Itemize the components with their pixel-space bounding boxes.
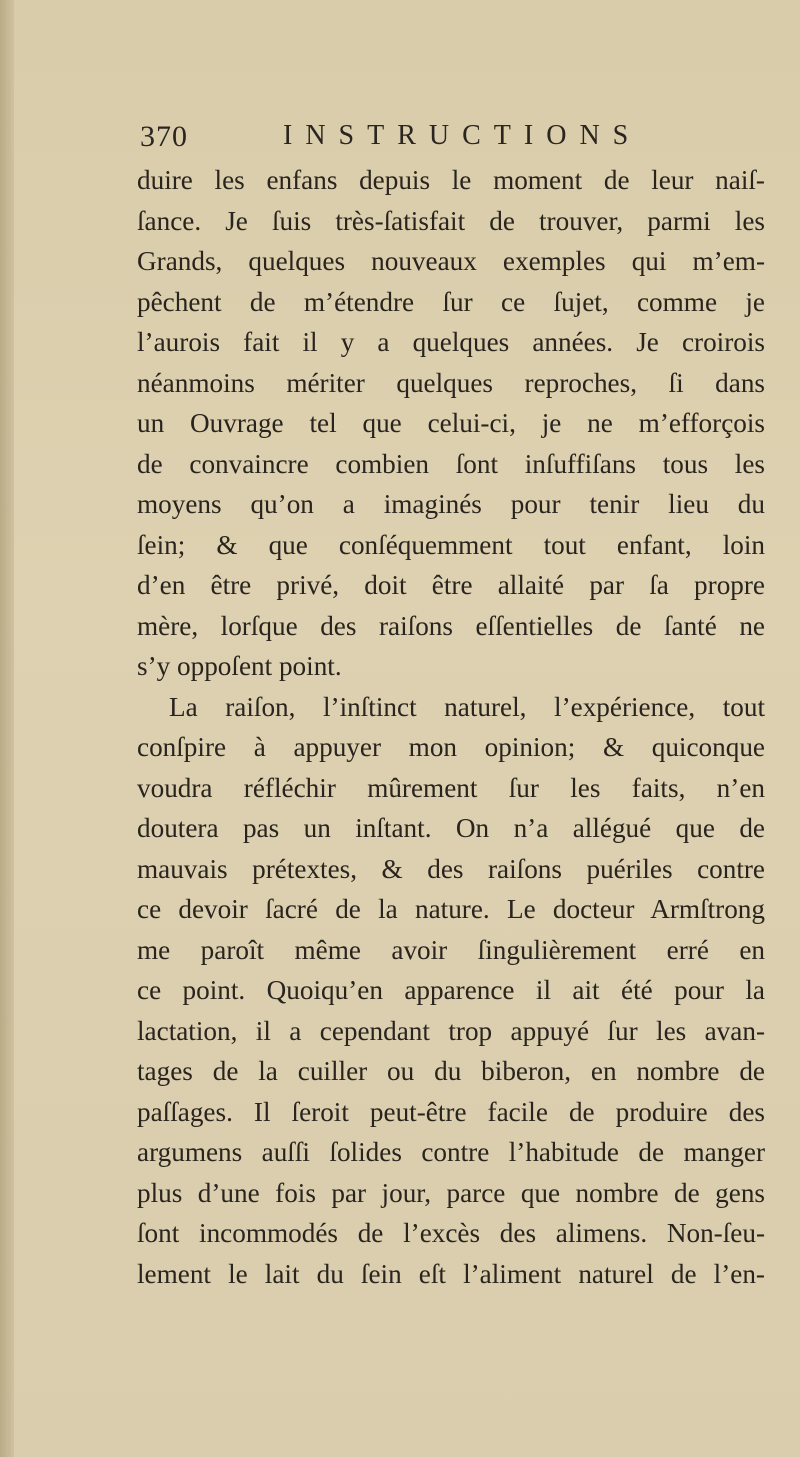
text-line: me paroît même avoir ſingulièrement erré en (137, 934, 765, 965)
text-line: s’y oppoſent point. (137, 651, 342, 681)
text-line: conſpire à appuyer mon opinion; & quiconque (137, 732, 765, 762)
body-text (137, 160, 765, 1294)
text-line: d’en être privé, doit être allaité par ſa propre (137, 570, 765, 600)
text-line: argumens auſſi ſolides contre l’habitude de manger (137, 1137, 765, 1167)
text-line: de convaincre combien ſont inſuffiſans tous les (137, 448, 765, 479)
text-line: La raiſon, l’inſtinct naturel, l’expérience, tout (169, 691, 765, 722)
text-line: l’aurois fait il y a quelques années. Je croirois (137, 327, 765, 357)
text-line: ce devoir ſacré de la nature. Le docteur Armſtrong (137, 894, 765, 924)
running-head (140, 120, 760, 160)
text-line: mère, lorſque des raiſons eſſentielles de ſanté ne (137, 610, 765, 641)
text-line: voudra réfléchir mûrement ſur les faits, n’en (137, 772, 765, 803)
text-line: ſein; & que conſéquemment tout enfant, loin (137, 529, 765, 560)
text-line: Grands, quelques nouveaux exemples qui m’em- (137, 246, 765, 276)
text-line: tages de la cuiller ou du biberon, en nombre de (137, 1056, 765, 1086)
text-line: ce point. Quoiqu’en apparence il ait été pour la (137, 975, 765, 1005)
text-line: pêchent de m’étendre ſur ce ſujet, comme je (137, 286, 765, 317)
text-line: lement le lait du ſein eſt l’aliment naturel de l’en- (137, 1258, 765, 1289)
text-line: lactation, il a cependant trop appuyé ſur les avan- (137, 1015, 765, 1046)
text-line: paſſages. Il ſeroit peut-être facile de produire des (137, 1096, 765, 1127)
text-line: ſont incommodés de l’excès des alimens. Non-ſeu- (137, 1218, 765, 1248)
text-line: plus d’une fois par jour, parce que nombre de gens (137, 1177, 765, 1208)
text-line: ſance. Je ſuis très-ſatisfait de trouver, parmi les (137, 205, 765, 236)
text-line: doutera pas un inſtant. On n’a allégué que de (137, 813, 765, 843)
text-line: moyens qu’on a imaginés pour tenir lieu du (137, 489, 765, 519)
page-number: 370 (140, 120, 188, 153)
running-title: INSTRUCTIONS (283, 120, 642, 151)
text-line: duire les enfans depuis le moment de leur naiſ- (137, 165, 765, 195)
text-line: un Ouvrage tel que celui-ci, je ne m’efforçois (137, 408, 765, 438)
page-binding-edge (0, 0, 14, 1457)
text-line: néanmoins mériter quelques reproches, ſi dans (137, 367, 765, 398)
text-line: mauvais prétextes, & des raiſons puériles contre (137, 853, 765, 884)
